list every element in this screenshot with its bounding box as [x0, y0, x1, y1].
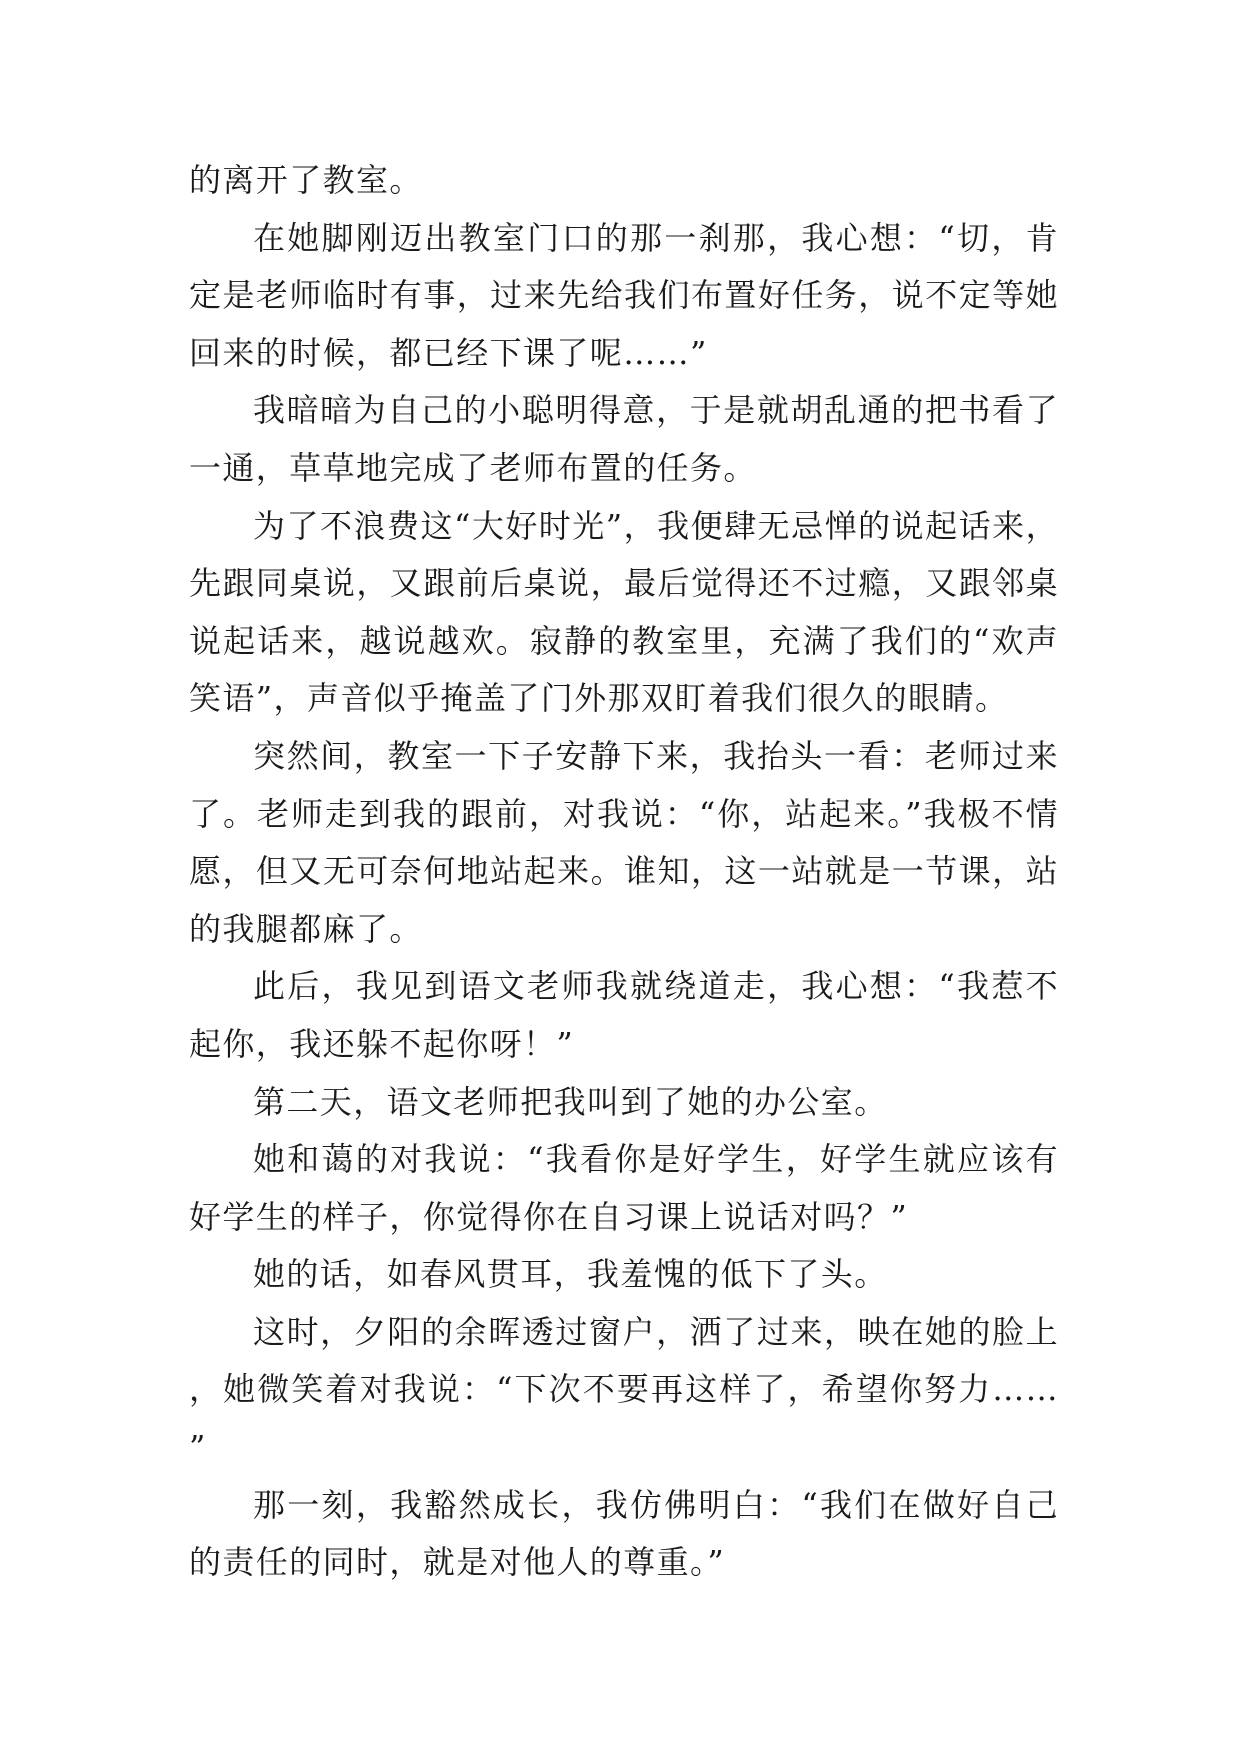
- paragraph: 她和蔼的对我说：“我看你是好学生，好学生就应该有好学生的样子，你觉得你在自习课上说话对吗？”: [189, 1140, 1059, 1236]
- paragraph: 我暗暗为自己的小聪明得意，于是就胡乱通的把书看了一通，草草地完成了老师布置的任务。: [189, 391, 1059, 487]
- essay-body: [189, 152, 1059, 1592]
- paragraph: 突然间，教室一下子安静下来，我抬头一看：老师过来了。老师走到我的跟前，对我说：“你，站起来。”我极不情愿，但又无可奈何地站起来。谁知，这一站就是一节课，站的我腿都麻了。: [189, 736, 1059, 948]
- paragraph: 那一刻，我豁然成长，我仿佛明白：“我们在做好自己的责任的同时，就是对他人的尊重。”: [189, 1485, 1059, 1582]
- paragraph: 她的话，如春风贯耳，我羞愧的低下了头。: [253, 1255, 888, 1294]
- paragraph: 这时，夕阳的余晖透过窗户，洒了过来，映在她的脸上，她微笑着对我说：“下次不要再这样了，希望你努力……”: [189, 1312, 1059, 1467]
- paragraph: 在她脚刚迈出教室门口的那一刹那，我心想：“切，肯定是老师临时有事，过来先给我们布置好任务，说不定等她回来的时候，都已经下课了呢……”: [189, 218, 1059, 372]
- paragraph: 此后，我见到语文老师我就绕道走，我心想：“我惹不起你，我还躲不起你呀！”: [189, 967, 1059, 1063]
- paragraph: 为了不浪费这“大好时光”，我便肆无忌惮的说起话来，先跟同桌说，又跟前后桌说，最后觉得还不过瘾，又跟邻桌说起话来，越说越欢。寂静的教室里，充满了我们的“欢声笑语”，声音似乎掩盖了门外那双盯着我们很久的眼睛。: [189, 506, 1059, 718]
- paragraph: 第二天，语文老师把我叫到了她的办公室。: [253, 1082, 888, 1121]
- paragraph-continuation: 的离开了教室。: [189, 161, 423, 199]
